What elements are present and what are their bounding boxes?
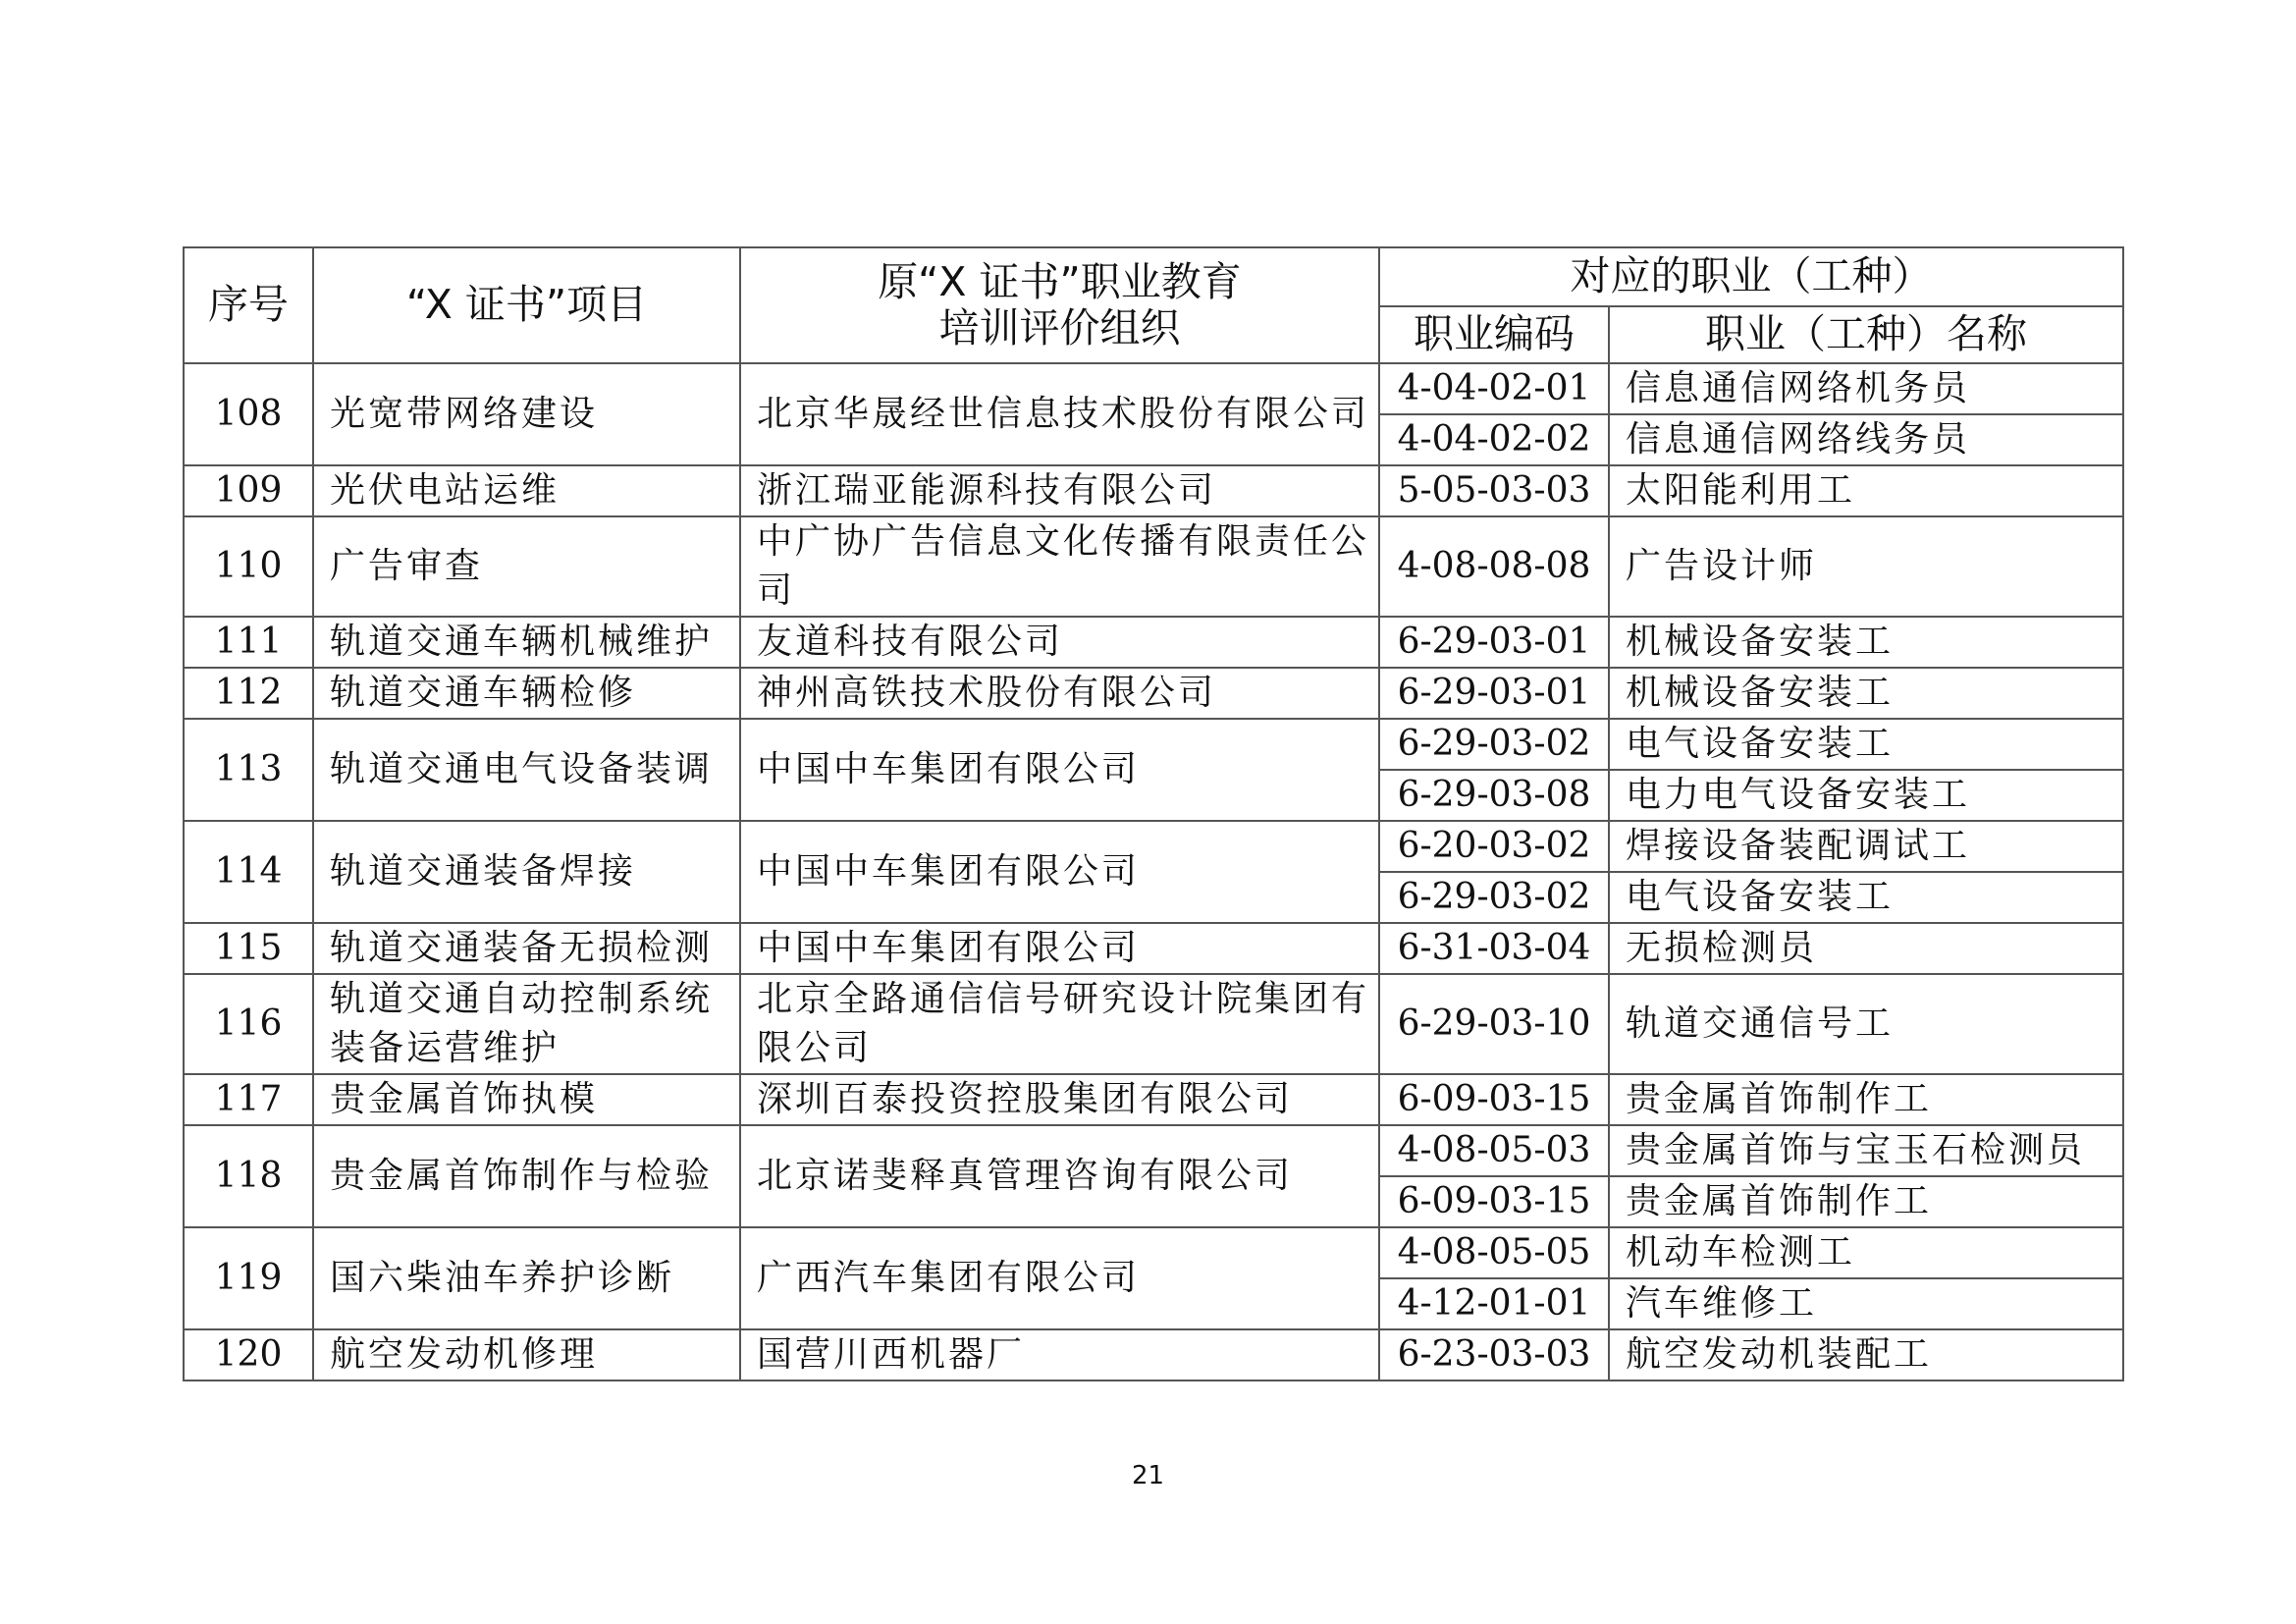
row-occupation-code: 6-20-03-02 — [1379, 821, 1609, 872]
row-project: 航空发动机修理 — [313, 1329, 740, 1380]
row-project: 轨道交通电气设备装调 — [313, 719, 740, 821]
row-project: 轨道交通自动控制系统装备运营维护 — [313, 974, 740, 1074]
table-row — [184, 668, 2123, 719]
table-row — [184, 719, 2123, 770]
row-project: 轨道交通装备焊接 — [313, 821, 740, 923]
table-row — [184, 1227, 2123, 1278]
table-body — [184, 363, 2123, 1380]
row-project: 轨道交通车辆机械维护 — [313, 617, 740, 668]
row-occupation-code: 6-31-03-04 — [1379, 923, 1609, 974]
row-occupation-code: 4-04-02-01 — [1379, 363, 1609, 414]
row-occupation-code: 6-29-03-01 — [1379, 617, 1609, 668]
row-occupation-code: 4-08-05-05 — [1379, 1227, 1609, 1278]
row-occupation-name: 轨道交通信号工 — [1609, 974, 2123, 1074]
page-number: 21 — [1131, 1461, 1165, 1490]
row-occupation-name: 无损检测员 — [1609, 923, 2123, 974]
row-organization: 友道科技有限公司 — [740, 617, 1379, 668]
row-organization: 国营川西机器厂 — [740, 1329, 1379, 1380]
row-number: 116 — [184, 974, 313, 1074]
row-organization: 中国中车集团有限公司 — [740, 719, 1379, 821]
row-occupation-code: 4-12-01-01 — [1379, 1278, 1609, 1329]
row-occupation-name: 电力电气设备安装工 — [1609, 770, 2123, 821]
row-number: 110 — [184, 516, 313, 617]
row-organization: 北京诺斐释真管理咨询有限公司 — [740, 1125, 1379, 1227]
row-number: 109 — [184, 465, 313, 516]
row-occupation-code: 6-29-03-08 — [1379, 770, 1609, 821]
header-organization-line2: 培训评价组织 — [938, 304, 1181, 352]
row-project: 贵金属首饰执模 — [313, 1074, 740, 1125]
row-occupation-code: 4-04-02-02 — [1379, 414, 1609, 465]
table-row — [184, 821, 2123, 872]
row-occupation-name: 信息通信网络机务员 — [1609, 363, 2123, 414]
row-organization: 北京全路通信信号研究设计院集团有限公司 — [740, 974, 1379, 1074]
row-project: 国六柴油车养护诊断 — [313, 1227, 740, 1329]
row-project: 轨道交通车辆检修 — [313, 668, 740, 719]
row-number: 112 — [184, 668, 313, 719]
row-occupation-code: 4-08-08-08 — [1379, 516, 1609, 617]
row-organization: 深圳百泰投资控股集团有限公司 — [740, 1074, 1379, 1125]
row-occupation-name: 广告设计师 — [1609, 516, 2123, 617]
row-occupation-name: 太阳能利用工 — [1609, 465, 2123, 516]
header-code: 职业编码 — [1379, 306, 1609, 363]
row-occupation-code: 6-29-03-01 — [1379, 668, 1609, 719]
row-occupation-code: 6-29-03-10 — [1379, 974, 1609, 1074]
row-number: 111 — [184, 617, 313, 668]
row-occupation-name: 贵金属首饰制作工 — [1609, 1074, 2123, 1125]
row-number: 118 — [184, 1125, 313, 1227]
row-number: 113 — [184, 719, 313, 821]
occupation-table — [183, 246, 2124, 1381]
row-number: 115 — [184, 923, 313, 974]
table-header — [184, 247, 2123, 363]
header-occupation-group: 对应的职业（工种） — [1379, 247, 2123, 306]
row-occupation-name: 信息通信网络线务员 — [1609, 414, 2123, 465]
table-row — [184, 923, 2123, 974]
row-organization: 中国中车集团有限公司 — [740, 923, 1379, 974]
row-project: 贵金属首饰制作与检验 — [313, 1125, 740, 1227]
row-number: 117 — [184, 1074, 313, 1125]
row-number: 120 — [184, 1329, 313, 1380]
row-occupation-name: 汽车维修工 — [1609, 1278, 2123, 1329]
row-occupation-code: 4-08-05-03 — [1379, 1125, 1609, 1176]
table-row — [184, 363, 2123, 414]
header-occupation-name: 职业（工种）名称 — [1609, 306, 2123, 363]
table-row — [184, 1125, 2123, 1176]
table-row — [184, 465, 2123, 516]
row-organization: 中国中车集团有限公司 — [740, 821, 1379, 923]
row-occupation-name: 机动车检测工 — [1609, 1227, 2123, 1278]
row-occupation-code: 6-09-03-15 — [1379, 1074, 1609, 1125]
row-number: 119 — [184, 1227, 313, 1329]
table-row — [184, 516, 2123, 617]
row-project: 光伏电站运维 — [313, 465, 740, 516]
row-occupation-code: 6-23-03-03 — [1379, 1329, 1609, 1380]
row-occupation-name: 航空发动机装配工 — [1609, 1329, 2123, 1380]
row-occupation-code: 6-29-03-02 — [1379, 719, 1609, 770]
row-project: 光宽带网络建设 — [313, 363, 740, 465]
row-occupation-name: 机械设备安装工 — [1609, 668, 2123, 719]
row-number: 114 — [184, 821, 313, 923]
row-organization: 中广协广告信息文化传播有限责任公司 — [740, 516, 1379, 617]
row-organization: 浙江瑞亚能源科技有限公司 — [740, 465, 1379, 516]
table-row — [184, 617, 2123, 668]
row-occupation-name: 电气设备安装工 — [1609, 719, 2123, 770]
header-no: 序号 — [184, 247, 313, 363]
row-project: 广告审查 — [313, 516, 740, 617]
row-organization: 广西汽车集团有限公司 — [740, 1227, 1379, 1329]
header-organization — [740, 247, 1379, 363]
header-project: “X 证书”项目 — [313, 247, 740, 363]
table-row — [184, 1329, 2123, 1380]
row-occupation-code: 6-09-03-15 — [1379, 1176, 1609, 1227]
row-occupation-name: 贵金属首饰制作工 — [1609, 1176, 2123, 1227]
row-number: 108 — [184, 363, 313, 465]
table-row — [184, 1074, 2123, 1125]
row-project: 轨道交通装备无损检测 — [313, 923, 740, 974]
row-occupation-name: 电气设备安装工 — [1609, 872, 2123, 923]
row-occupation-name: 机械设备安装工 — [1609, 617, 2123, 668]
header-organization-line1: 原“X 证书”职业教育 — [878, 257, 1242, 305]
row-occupation-name: 焊接设备装配调试工 — [1609, 821, 2123, 872]
row-occupation-code: 6-29-03-02 — [1379, 872, 1609, 923]
row-occupation-name: 贵金属首饰与宝玉石检测员 — [1609, 1125, 2123, 1176]
table-row — [184, 974, 2123, 1074]
row-organization: 北京华晟经世信息技术股份有限公司 — [740, 363, 1379, 465]
row-organization: 神州高铁技术股份有限公司 — [740, 668, 1379, 719]
row-occupation-code: 5-05-03-03 — [1379, 465, 1609, 516]
